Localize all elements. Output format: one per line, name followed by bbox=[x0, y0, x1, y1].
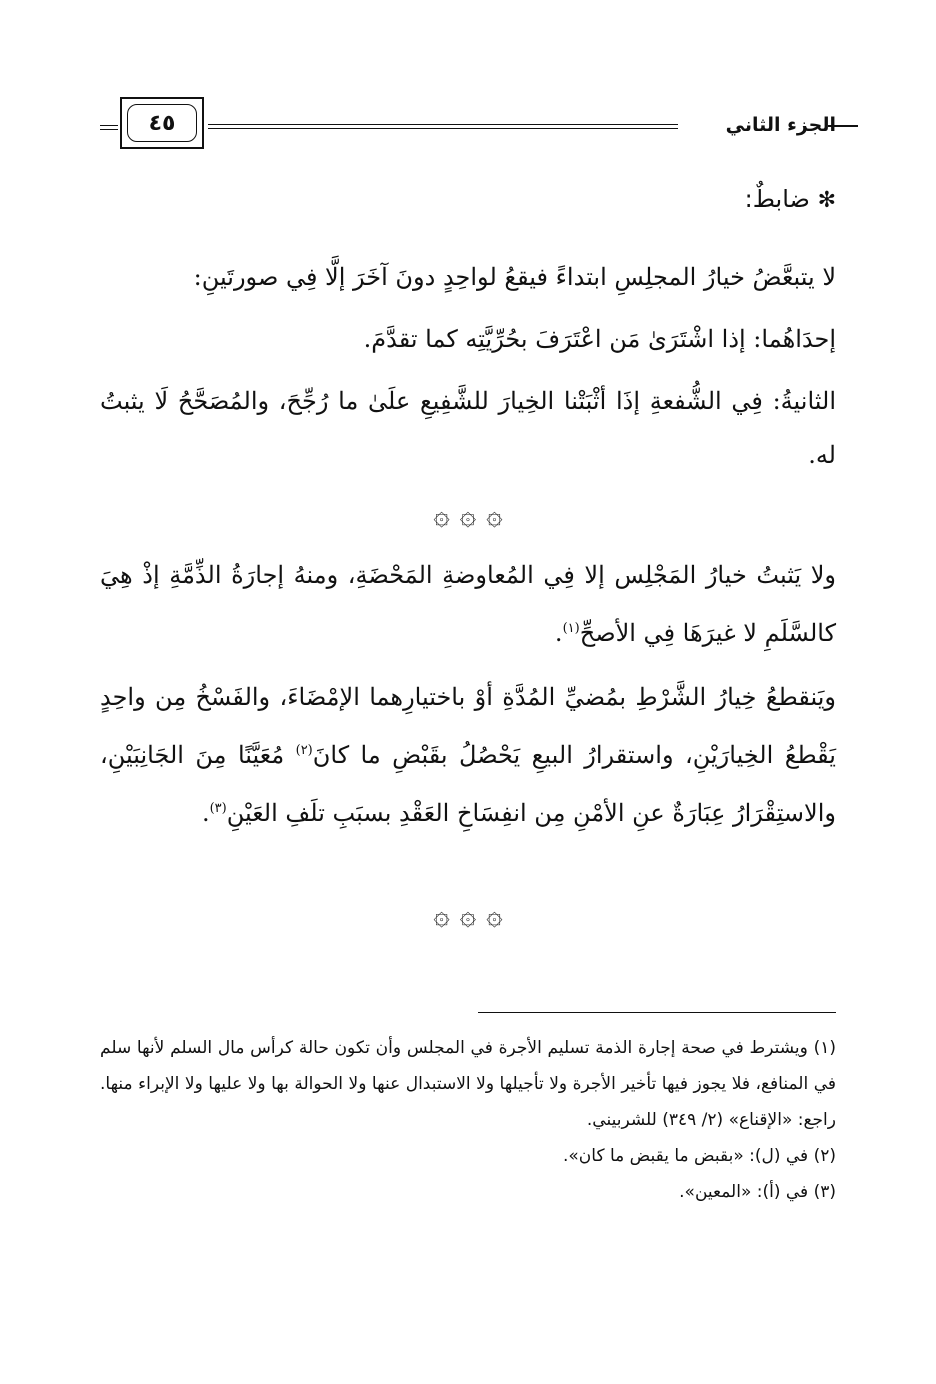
paragraph-5 bbox=[100, 670, 836, 840]
asterisk-icon: ✻ bbox=[817, 188, 836, 213]
paragraph-3: الثانيةُ: فِي الشُّفعةِ إذَا أثْبَتْنا الخِيارَ للشَّفِيعِ علَىٰ ما رُجِّحَ، والمُصَحَّحُ لَا يثبتُ له. bbox=[100, 387, 836, 469]
ornament-star-icon: ۞ bbox=[486, 898, 503, 931]
paragraph-1: لا يتبعَّضُ خيارُ المجلِسِ ابتداءً فيقعُ لواحِدٍ دونَ آخَرَ إلَّا فِي صورتَينِ: bbox=[193, 263, 836, 291]
footnote-2: (٢) في (ل): «بقبض ما يقبض ما كان». bbox=[563, 1146, 836, 1166]
page-number-frame bbox=[120, 97, 204, 149]
footnote-ref-2[interactable]: (٢) bbox=[295, 743, 313, 758]
header-rule-left bbox=[100, 125, 118, 130]
paragraph-4-text: ولا يَثبتُ خيارُ المَجْلِس إلا فِي المُعاوضةِ المَحْضَةِ، ومنهُ إجارَةُ الذِّمَّةِ إذْ هِيَ كالسَّلَمِ لا غيرَهَا فِي الأصحِّ bbox=[100, 561, 836, 647]
paragraph-4 bbox=[100, 548, 836, 660]
paragraph-4-end: . bbox=[554, 619, 563, 647]
ornament-star-icon: ۞ bbox=[486, 498, 503, 531]
footnote-3: (٣) في (أ): «المعين». bbox=[679, 1182, 836, 1202]
ornament-star-icon: ۞ bbox=[433, 498, 450, 531]
footnote-ref-1[interactable]: (١) bbox=[562, 621, 580, 636]
paragraph-5-text-a: ويَنقطعُ خِيارُ الشَّرْطِ بمُضيِّ المُدَّةِ أوْ باختيارِهما الإمْضَاءَ، والفَسْخُ مِن واحِدٍ يَقْطعُ الخِيارَيْنِ، واستقرارُ البيعِ يَحْصُلُ بقَبْضِ ما كانَ bbox=[100, 683, 836, 769]
section-heading bbox=[745, 176, 836, 224]
section-ornament-2 bbox=[0, 900, 936, 930]
header-rule-middle bbox=[208, 124, 678, 129]
section-heading-text: ضابطٌ: bbox=[744, 185, 810, 213]
paragraph-2: إحدَاهُما: إذا اشْتَرَىٰ مَن اعْتَرَفَ بحُرِّيَّتِه كما تقدَّمَ. bbox=[363, 325, 836, 353]
ornament-star-icon: ۞ bbox=[433, 898, 450, 931]
footnote-1: (١) ويشترط في صحة إجارة الذمة تسليم الأجرة في المجلس وأن تكون حالة كرأس مال السلم لأنها سلم في المنافع، فلا يجوز فيها تأخير الأجرة ولا تأجيلها ولا الاستبدال عنها ولا الحوالة بها ولا عليها ولا الإبراء منها. راجع: «الإقناع» (٢/ ٣٤٩) للشربيني. bbox=[100, 1038, 836, 1130]
footnotes bbox=[100, 1030, 836, 1210]
part-title: الجزء الثاني bbox=[725, 114, 836, 136]
footnote-ref-3[interactable]: (٣) bbox=[209, 801, 227, 816]
paragraph-5-text-b: مُعَيَّنًا مِنَ الجَانِبَيْنِ، والاستِقْرَارُ عِبَارَةٌ عنِ الأمْنِ مِن انفِسَاخِ العَقْدِ بسبَبِ تلَفِ العَيْنِ bbox=[100, 741, 836, 827]
ornament-star-icon: ۞ bbox=[459, 498, 477, 531]
ornament-star-icon: ۞ bbox=[459, 898, 477, 931]
page-number: ٤٥ bbox=[127, 104, 197, 142]
section-ornament-1 bbox=[0, 500, 936, 530]
footnote-separator bbox=[478, 1012, 836, 1013]
paragraph-5-end: . bbox=[201, 799, 210, 827]
